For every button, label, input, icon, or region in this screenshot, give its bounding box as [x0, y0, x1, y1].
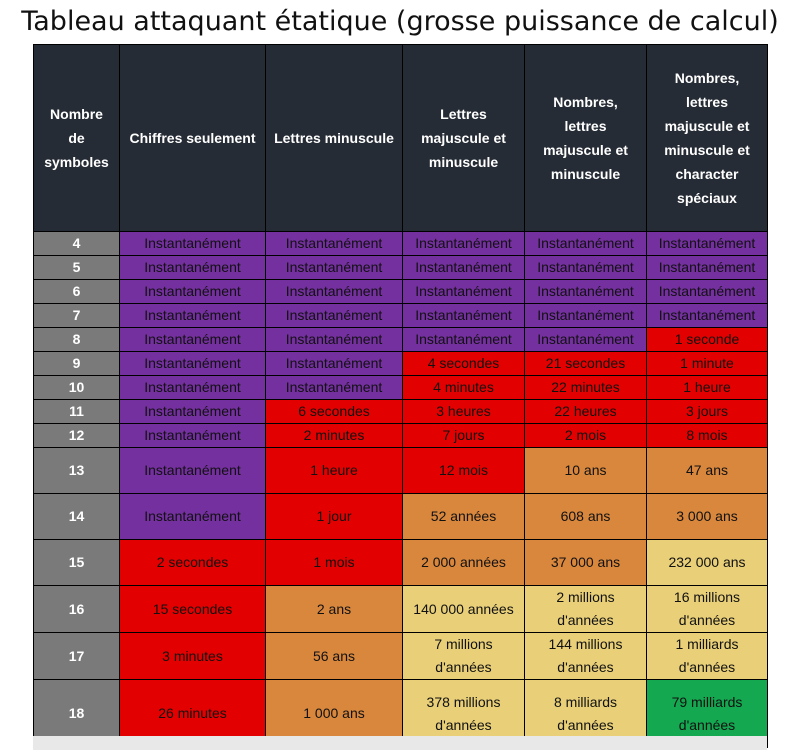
- time-cell: Instantanément: [266, 328, 403, 352]
- time-cell: 15 secondes: [120, 586, 266, 633]
- time-cell: 3 000 ans: [647, 494, 768, 540]
- table-body: [34, 232, 768, 748]
- symbol-count-cell: 4: [34, 232, 120, 256]
- symbol-count-cell: 17: [34, 633, 120, 680]
- time-cell: Instantanément: [120, 256, 266, 280]
- time-cell: 378 millions d'années: [403, 680, 525, 748]
- time-cell: Instantanément: [525, 256, 647, 280]
- symbol-count-cell: 5: [34, 256, 120, 280]
- time-cell: 26 minutes: [120, 680, 266, 748]
- time-cell: Instantanément: [120, 448, 266, 494]
- table-row: [34, 328, 768, 352]
- time-cell: 232 000 ans: [647, 540, 768, 586]
- time-cell: 79 milliards d'années: [647, 680, 768, 748]
- time-cell: Instantanément: [120, 400, 266, 424]
- table-row: [34, 494, 768, 540]
- time-cell: Instantanément: [647, 256, 768, 280]
- page-title: Tableau attaquant étatique (grosse puissance de calcul): [21, 6, 779, 37]
- time-cell: 8 mois: [647, 424, 768, 448]
- time-cell: Instantanément: [266, 352, 403, 376]
- time-cell: Instantanément: [120, 280, 266, 304]
- footer-strip: [33, 736, 767, 750]
- symbol-count-cell: 10: [34, 376, 120, 400]
- symbol-count-cell: 16: [34, 586, 120, 633]
- table-row: [34, 400, 768, 424]
- time-cell: 52 années: [403, 494, 525, 540]
- time-cell: 144 millions d'années: [525, 633, 647, 680]
- time-cell: 8 milliards d'années: [525, 680, 647, 748]
- header-all-chars: Nombres, lettres majuscule et minuscule et character spéciaux: [647, 45, 768, 232]
- time-cell: Instantanément: [266, 304, 403, 328]
- time-cell: 3 minutes: [120, 633, 266, 680]
- time-cell: Instantanément: [120, 328, 266, 352]
- time-cell: 37 000 ans: [525, 540, 647, 586]
- table-row: [34, 256, 768, 280]
- time-cell: 1 minute: [647, 352, 768, 376]
- symbol-count-cell: 13: [34, 448, 120, 494]
- table-row: [34, 586, 768, 633]
- time-cell: Instantanément: [647, 304, 768, 328]
- time-cell: Instantanément: [647, 280, 768, 304]
- time-cell: 6 secondes: [266, 400, 403, 424]
- table-row: [34, 448, 768, 494]
- time-cell: 12 mois: [403, 448, 525, 494]
- time-cell: 56 ans: [266, 633, 403, 680]
- time-cell: Instantanément: [266, 280, 403, 304]
- time-cell: 1 seconde: [647, 328, 768, 352]
- symbol-count-cell: 14: [34, 494, 120, 540]
- symbol-count-cell: 9: [34, 352, 120, 376]
- table-row: [34, 376, 768, 400]
- symbol-count-cell: 7: [34, 304, 120, 328]
- header-digits: Chiffres seulement: [120, 45, 266, 232]
- symbol-count-cell: 15: [34, 540, 120, 586]
- time-cell: 2 ans: [266, 586, 403, 633]
- time-cell: 1 mois: [266, 540, 403, 586]
- time-cell: 21 secondes: [525, 352, 647, 376]
- time-cell: 4 secondes: [403, 352, 525, 376]
- time-cell: 4 minutes: [403, 376, 525, 400]
- symbol-count-cell: 12: [34, 424, 120, 448]
- time-cell: Instantanément: [525, 304, 647, 328]
- time-cell: 22 heures: [525, 400, 647, 424]
- table-row: [34, 304, 768, 328]
- time-cell: Instantanément: [403, 304, 525, 328]
- time-cell: 3 jours: [647, 400, 768, 424]
- time-cell: 16 millions d'années: [647, 586, 768, 633]
- time-cell: 608 ans: [525, 494, 647, 540]
- header-row: [34, 45, 768, 232]
- time-cell: Instantanément: [403, 232, 525, 256]
- time-cell: 1 heure: [647, 376, 768, 400]
- time-cell: Instantanément: [266, 376, 403, 400]
- time-cell: Instantanément: [120, 424, 266, 448]
- time-cell: Instantanément: [120, 304, 266, 328]
- time-cell: 2 minutes: [266, 424, 403, 448]
- time-cell: Instantanément: [525, 232, 647, 256]
- time-cell: 1 milliards d'années: [647, 633, 768, 680]
- time-cell: 22 minutes: [525, 376, 647, 400]
- table-row: [34, 424, 768, 448]
- time-cell: 10 ans: [525, 448, 647, 494]
- table-row: [34, 540, 768, 586]
- table-row: [34, 232, 768, 256]
- time-cell: 2 000 années: [403, 540, 525, 586]
- time-cell: 2 millions d'années: [525, 586, 647, 633]
- table-row: [34, 280, 768, 304]
- time-cell: Instantanément: [120, 352, 266, 376]
- symbol-count-cell: 11: [34, 400, 120, 424]
- table-row: [34, 633, 768, 680]
- time-cell: Instantanément: [120, 232, 266, 256]
- header-lowercase: Lettres minuscule: [266, 45, 403, 232]
- time-cell: Instantanément: [266, 256, 403, 280]
- time-cell: 1 000 ans: [266, 680, 403, 748]
- time-cell: Instantanément: [525, 328, 647, 352]
- time-cell: 3 heures: [403, 400, 525, 424]
- time-cell: 7 millions d'années: [403, 633, 525, 680]
- time-cell: Instantanément: [120, 376, 266, 400]
- crack-time-table: [33, 44, 768, 748]
- time-cell: 1 heure: [266, 448, 403, 494]
- symbol-count-cell: 8: [34, 328, 120, 352]
- symbol-count-cell: 18: [34, 680, 120, 748]
- time-cell: 2 mois: [525, 424, 647, 448]
- header-symbols: Nombre de symboles: [34, 45, 120, 232]
- time-cell: 2 secondes: [120, 540, 266, 586]
- table-row: [34, 352, 768, 376]
- header-mixed-case: Lettres majuscule et minuscule: [403, 45, 525, 232]
- time-cell: Instantanément: [403, 328, 525, 352]
- time-cell: Instantanément: [525, 280, 647, 304]
- symbol-count-cell: 6: [34, 280, 120, 304]
- time-cell: Instantanément: [647, 232, 768, 256]
- time-cell: 1 jour: [266, 494, 403, 540]
- time-cell: Instantanément: [403, 256, 525, 280]
- time-cell: Instantanément: [266, 232, 403, 256]
- time-cell: Instantanément: [403, 280, 525, 304]
- header-alphanumeric: Nombres, lettres majuscule et minuscule: [525, 45, 647, 232]
- time-cell: 140 000 années: [403, 586, 525, 633]
- time-cell: 47 ans: [647, 448, 768, 494]
- time-cell: Instantanément: [120, 494, 266, 540]
- time-cell: 7 jours: [403, 424, 525, 448]
